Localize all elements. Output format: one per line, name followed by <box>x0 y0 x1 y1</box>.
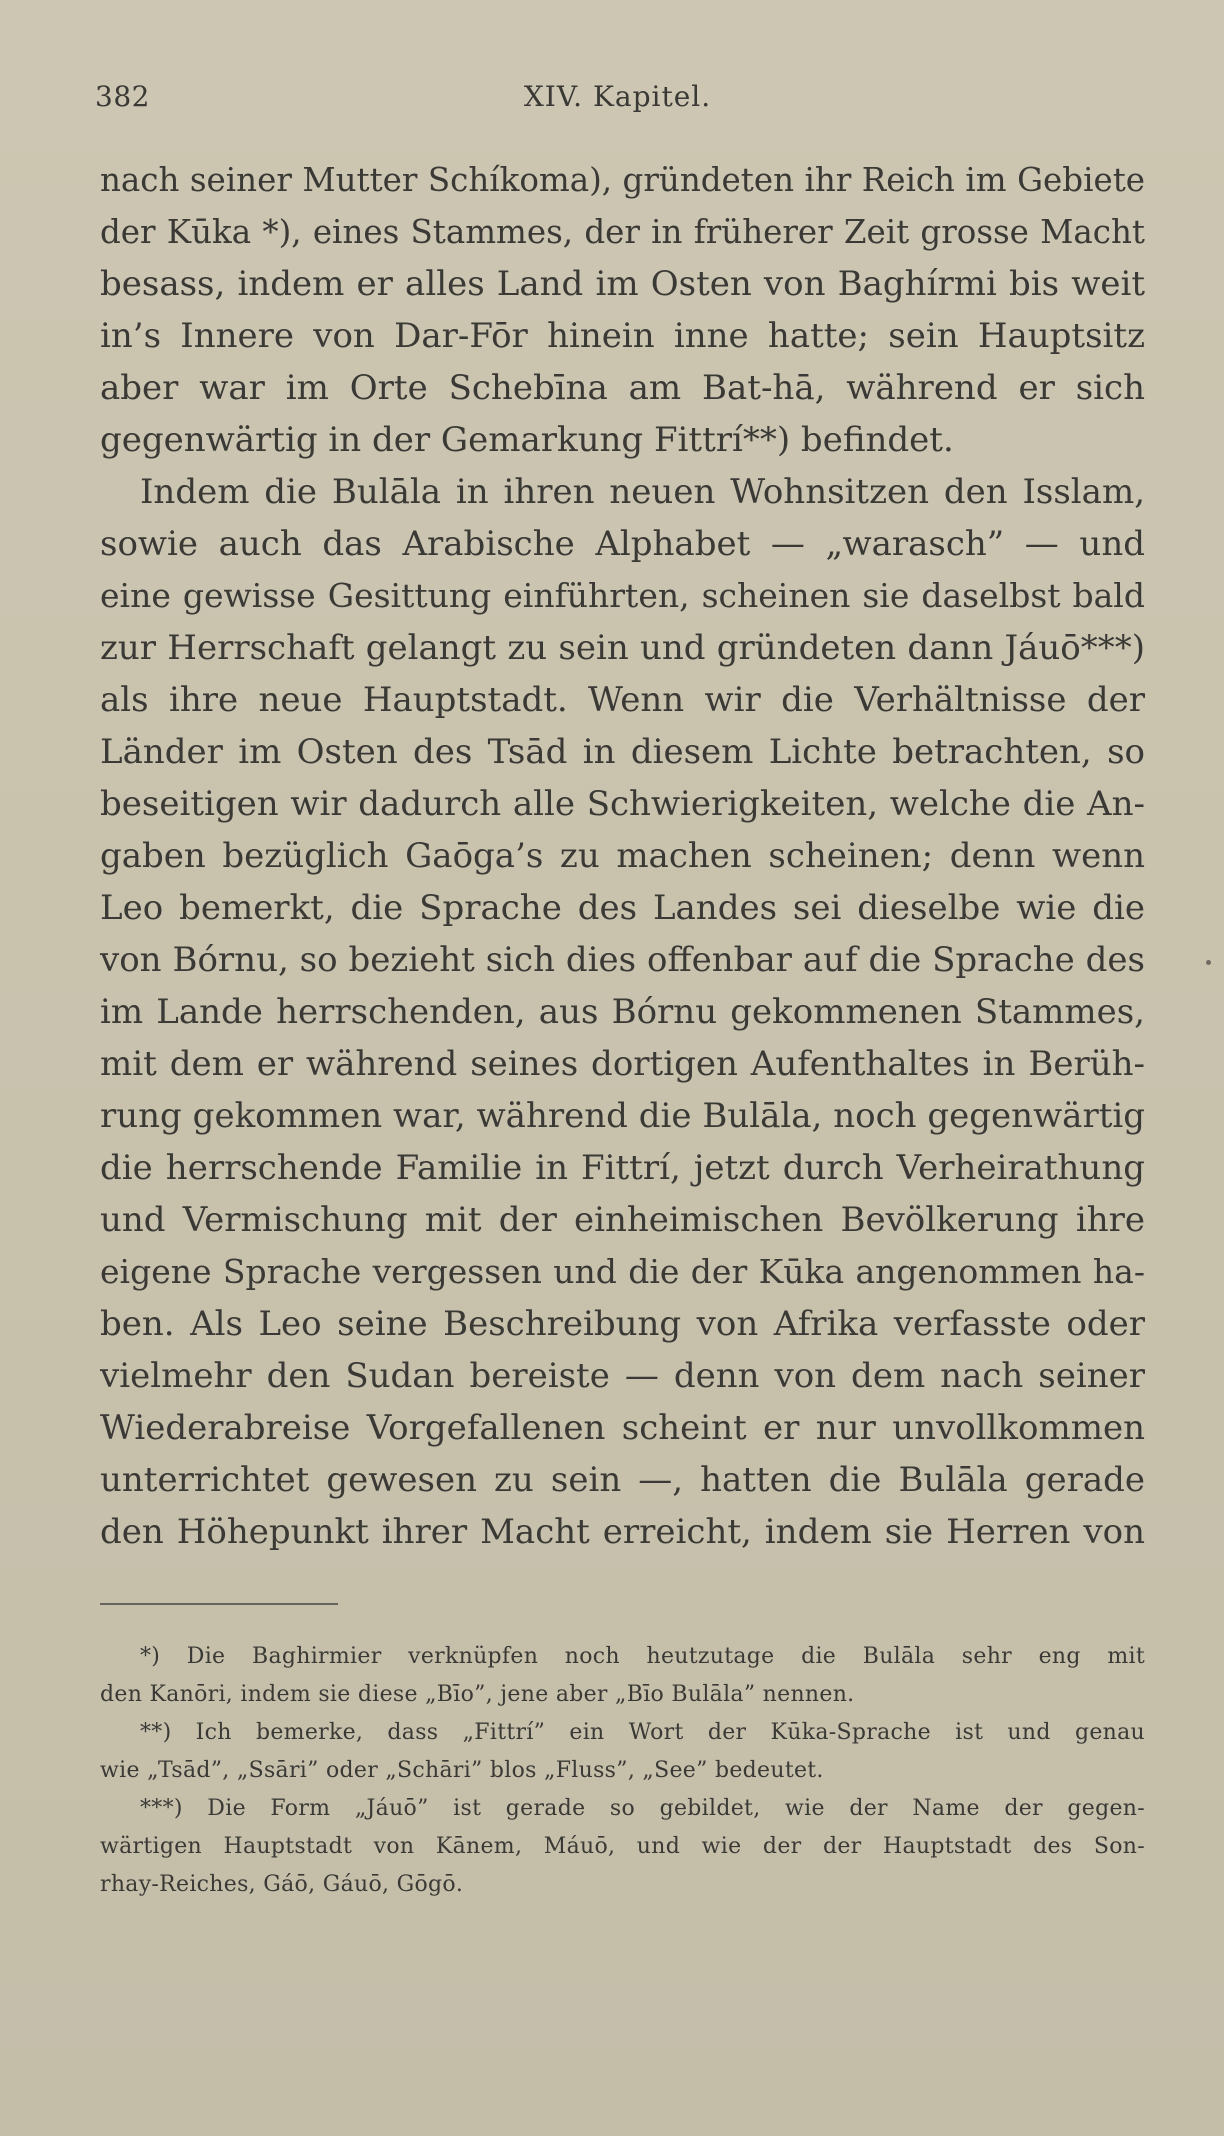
footnotes <box>100 1638 1145 1904</box>
footnote-divider <box>100 1603 338 1605</box>
text-line: und Vermischung mit der einheimischen Bevölkerung ihre <box>100 1200 1145 1240</box>
footnote-line: *) Die Baghirmier verknüpfen noch heutzutage die Bulāla sehr eng mit <box>140 1644 1145 1669</box>
text-line: Wiederabreise Vorgefallenen scheint er nur unvollkommen <box>100 1408 1145 1448</box>
page-number: 382 <box>95 80 150 113</box>
footnote-line: wärtigen Hauptstadt von Kānem, Máuō, und wie der der Hauptstadt des Son- <box>100 1834 1145 1859</box>
text-line: als ihre neue Hauptstadt. Wenn wir die Verhältnisse der <box>100 680 1145 720</box>
text-line: nach seiner Mutter Schíkoma), gründeten ihr Reich im Gebiete <box>100 161 1145 199</box>
text-line: Leo bemerkt, die Sprache des Landes sei dieselbe wie die <box>100 888 1145 928</box>
text-line: ben. Als Leo seine Beschreibung von Afrika verfasste oder <box>100 1304 1145 1344</box>
text-line: den Höhepunkt ihrer Macht erreicht, indem sie Herren von <box>100 1512 1145 1552</box>
text-line: vielmehr den Sudan bereiste — denn von dem nach seiner <box>100 1356 1145 1396</box>
text-line: sowie auch das Arabische Alphabet — „warasch” — und <box>100 524 1145 564</box>
footnote-line: rhay-Reiches, Gáō, Gáuō, Gōgō. <box>100 1872 464 1897</box>
text-line: Indem die Bulāla in ihren neuen Wohnsitzen den Isslam, <box>140 472 1145 512</box>
text-line: besass, indem er alles Land im Osten von Baghírmi bis weit <box>100 264 1145 304</box>
running-title: XIV. Kapitel. <box>523 80 712 113</box>
footnote-line: wie „Tsād”, „Ssāri” oder „Schāri” blos „Fluss”, „See” bedeutet. <box>100 1758 824 1783</box>
footnote-line: **) Ich bemerke, dass „Fittrí” ein Wort der Kūka-Sprache ist und genau <box>140 1720 1145 1745</box>
text-line: eine gewisse Gesittung einführten, scheinen sie daselbst bald <box>100 576 1145 615</box>
text-line: der Kūka *), eines Stammes, der in früherer Zeit grosse Macht <box>100 213 1145 251</box>
text-line: mit dem er während seines dortigen Aufenthaltes in Berüh- <box>100 1044 1145 1084</box>
text-line: gegenwärtig in der Gemarkung Fittrí**) befindet. <box>100 420 954 460</box>
body-text <box>100 154 1145 1558</box>
text-line: aber war im Orte Schebīna am Bat-hā, während er sich <box>100 368 1145 408</box>
text-line: beseitigen wir dadurch alle Schwierigkeiten, welche die An- <box>100 784 1145 824</box>
text-line: im Lande herrschenden, aus Bórnu gekommenen Stammes, <box>100 992 1145 1032</box>
text-line: von Bórnu, so bezieht sich dies offenbar auf die Sprache des <box>100 940 1145 980</box>
page-header <box>95 80 1140 120</box>
text-line: in’s Innere von Dar-Fōr hinein inne hatte; sein Hauptsitz <box>100 316 1145 356</box>
text-line: zur Herrschaft gelangt zu sein und gründeten dann Jáuō***) <box>100 628 1145 668</box>
text-line: rung gekommen war, während die Bulāla, noch gegenwärtig <box>100 1096 1145 1136</box>
text-line: die herrschende Familie in Fittrí, jetzt durch Verheirathung <box>100 1148 1145 1188</box>
footnote-line: den Kanōri, indem sie diese „Bīo”, jene aber „Bīo Bulāla” nennen. <box>100 1682 855 1707</box>
text-line: Länder im Osten des Tsād in diesem Lichte betrachten, so <box>100 732 1145 772</box>
footnote-line: ***) Die Form „Jáuō” ist gerade so gebildet, wie der Name der gegen- <box>140 1796 1145 1821</box>
text-line: eigene Sprache vergessen und die der Kūka angenommen ha- <box>100 1252 1145 1291</box>
text-line: unterrichtet gewesen zu sein —, hatten die Bulāla gerade <box>100 1460 1145 1500</box>
paper-speck <box>1206 960 1211 965</box>
text-line: gaben bezüglich Gaōga’s zu machen scheinen; denn wenn <box>100 836 1145 876</box>
